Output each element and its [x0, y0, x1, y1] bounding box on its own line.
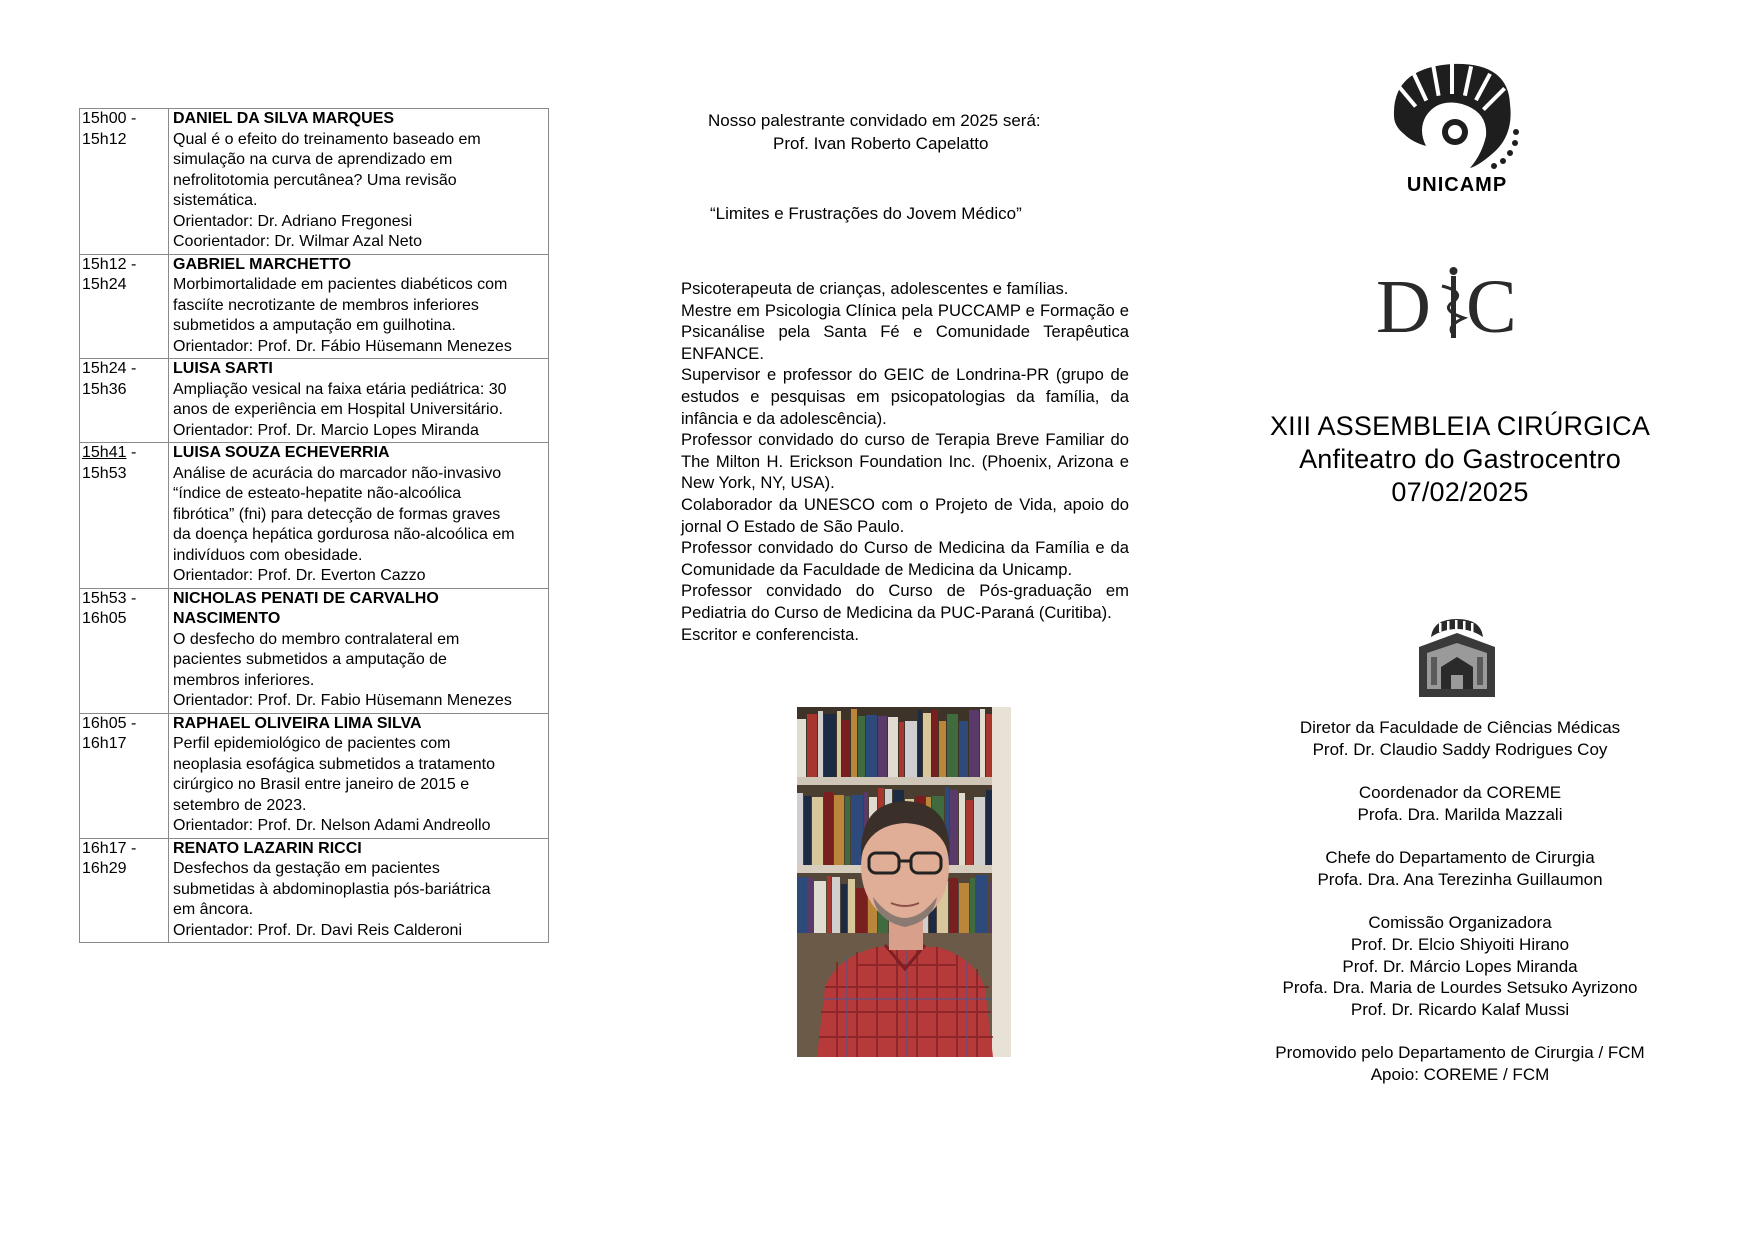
- presentation-details: [169, 109, 549, 255]
- presenter-name: GABRIEL MARCHETTO: [173, 255, 352, 273]
- presenter-name: RENATO LAZARIN RICCI: [173, 839, 362, 857]
- book-spine: [918, 710, 922, 777]
- book-spine: [807, 714, 817, 777]
- presentation-details: [169, 838, 549, 943]
- speaker-photo: [797, 707, 1011, 1057]
- presentation-text-line: fibrótica” (fni) para detecção de formas graves: [173, 505, 501, 523]
- time-slot: [80, 713, 169, 838]
- presentation-text-line: Perfil epidemiológico de pacientes com: [173, 735, 451, 752]
- schedule-row: [80, 838, 549, 943]
- schedule-row: [80, 109, 549, 255]
- unicamp-logo: [1382, 58, 1532, 196]
- time-end: 16h29: [82, 860, 127, 877]
- credit-role: Chefe do Departamento de Cirurgia: [1325, 848, 1595, 868]
- presentation-details: [169, 443, 549, 589]
- book-spine: [950, 790, 958, 865]
- time-start: 15h53 -: [82, 589, 137, 607]
- presentation-text-line: simulação na curva de aprendizado em: [173, 151, 453, 168]
- presentation-details: [169, 713, 549, 838]
- event-venue: Anfiteatro do Gastrocentro: [1299, 444, 1621, 474]
- book-spine: [976, 875, 988, 933]
- bio-item: Mestre em Psicologia Clínica pela PUCCAMP e Formação e Psicanálise pela Santa Fé e Comunidade Terapêutica ENFANCE.: [681, 300, 1129, 363]
- book-spine: [834, 795, 844, 865]
- presentation-text-line: anos de experiência em Hospital Universitário.: [173, 401, 503, 418]
- credit-person: Prof. Dr. Márcio Lopes Miranda: [1342, 956, 1578, 976]
- credit-person: Prof. Dr. Claudio Saddy Rodrigues Coy: [1312, 739, 1608, 759]
- schedule-body: [80, 109, 549, 943]
- credit-person: Apoio: COREME / FCM: [1370, 1065, 1550, 1085]
- bio-item: Professor convidado do curso de Terapia Breve Familiar do The Milton H. Erickson Foundation Inc. (Phoenix, Arizona e New York, NY, USA).: [681, 430, 1129, 493]
- credit-role: Promovido pelo Departamento de Cirurgia / FCM: [1275, 1043, 1645, 1063]
- presentation-text-line: da doença hepática gordurosa não-alcoólica em: [173, 526, 515, 543]
- schedule-row: [80, 443, 549, 589]
- credit-block: [1215, 1042, 1705, 1085]
- bio-item: Professor convidado do Curso de Medicina da Família e da Comunidade da Faculdade de Medicina da Unicamp.: [681, 538, 1129, 579]
- credit-person: Profa. Dra. Ana Terezinha Guillaumon: [1317, 869, 1603, 889]
- book-spine: [949, 878, 958, 933]
- schedule-table: [79, 108, 549, 943]
- time-end: 15h36: [82, 380, 127, 398]
- time-end: 16h05: [82, 610, 127, 627]
- dic-caduceus-logo-icon: [1376, 266, 1532, 340]
- book-spine: [959, 883, 969, 933]
- presentation-text-line: Coorientador: Dr. Wilmar Azal Neto: [173, 233, 422, 250]
- time-end: 15h53: [82, 464, 127, 482]
- book-spine: [866, 715, 877, 777]
- presenter-name: NASCIMENTO: [173, 610, 281, 627]
- presentation-text-line: nefrolitotomia percutânea? Uma revisão: [173, 171, 457, 189]
- presentation-details: [169, 254, 549, 359]
- book-spine: [842, 720, 850, 777]
- book-spine: [814, 881, 826, 933]
- unicamp-wordmark: UNICAMP: [1406, 174, 1508, 196]
- time-slot: [80, 588, 169, 713]
- credit-role: Comissão Organizadora: [1368, 913, 1552, 933]
- event-title: XIII ASSEMBLEIA CIRÚRGICA: [1269, 411, 1651, 441]
- presentation-text-line: fasciíte necrotizante de membros inferiores: [173, 296, 479, 314]
- bio-item: Supervisor e professor do GEIC de Londrina-PR (grupo de estudos e pesquisas em psicopatologias da família, da infância e da adolescência).: [681, 365, 1129, 428]
- presentation-text-line: setembro de 2023.: [173, 796, 307, 814]
- book-spine: [851, 709, 857, 777]
- book-spine: [797, 793, 803, 865]
- schedule-row: [80, 713, 549, 838]
- time-slot: [80, 838, 169, 943]
- credit-block: [1215, 782, 1705, 825]
- guest-speaker-name: Prof. Ivan Roberto Capelatto: [773, 134, 989, 153]
- presentation-text-line: indivíduos com obesidade.: [173, 546, 363, 564]
- book-spine: [969, 710, 979, 777]
- book-spine: [970, 878, 975, 933]
- book-spine: [974, 797, 985, 865]
- credit-block: [1215, 847, 1705, 890]
- credit-person: Profa. Dra. Marilda Mazzali: [1357, 804, 1563, 824]
- time-start: 16h17 -: [82, 839, 137, 857]
- credits: [1215, 717, 1705, 1108]
- talk-title: “Limites e Frustrações do Jovem Médico”: [710, 204, 1022, 223]
- presentation-text-line: Orientador: Prof. Dr. Fabio Hüsemann Menezes: [173, 692, 512, 709]
- presentation-text-line: Orientador: Prof. Dr. Nelson Adami Andreollo: [173, 817, 491, 834]
- book-spine: [856, 888, 867, 933]
- book-spine: [980, 709, 985, 777]
- bio-item: Psicoterapeuta de crianças, adolescentes e famílias.: [681, 279, 1069, 298]
- time-slot: [80, 109, 169, 255]
- fcm-logo: [1417, 617, 1497, 699]
- fcm-emblem-icon: [1417, 617, 1497, 699]
- credit-block: [1215, 912, 1705, 1021]
- book-spine: [899, 722, 904, 777]
- book-spine: [878, 716, 887, 777]
- book-spine: [888, 717, 898, 777]
- speaker-portrait-illustration: [797, 707, 1011, 1057]
- svg-text:C: C: [1466, 266, 1517, 340]
- book-spine: [959, 793, 965, 865]
- unicamp-emblem-icon: [1382, 58, 1532, 190]
- schedule-row: [80, 254, 549, 359]
- presentation-text-line: neoplasia esofágica submetidos a tratamento: [173, 755, 495, 773]
- schedule-row: [80, 588, 549, 713]
- presenter-name: NICHOLAS PENATI DE CARVALHO: [173, 589, 439, 607]
- time-start: 16h05 -: [82, 714, 137, 732]
- credit-role: Coordenador da COREME: [1358, 783, 1562, 803]
- presentation-details: [169, 359, 549, 443]
- time-start: [82, 443, 166, 464]
- book-spine: [824, 714, 836, 777]
- book-spine: [932, 710, 938, 777]
- book-spine: [905, 721, 917, 777]
- book-spine: [845, 796, 850, 865]
- presentation-text-line: Orientador: Dr. Adriano Fregonesi: [173, 212, 413, 230]
- presentation-text-line: Ampliação vesical na faixa etária pediátrica: 30: [173, 380, 507, 398]
- presentation-text-line: em âncora.: [173, 901, 254, 918]
- presenter-name: DANIEL DA SILVA MARQUES: [173, 110, 395, 127]
- presentation-text-line: pacientes submetidos a amputação de: [173, 651, 447, 668]
- book-spine: [832, 877, 840, 933]
- book-spine: [841, 884, 847, 933]
- book-spine: [923, 713, 931, 777]
- presentation-text-line: membros inferiores.: [173, 671, 315, 689]
- presentation-text-line: “índice de esteato-hepatite não-alcoólica: [173, 485, 462, 502]
- book-spine: [804, 796, 811, 865]
- presentation-text-line: cirúrgico no Brasil entre janeiro de 2015 e: [173, 776, 470, 793]
- time-end: 15h24: [82, 276, 127, 293]
- schedule-row: [80, 359, 549, 443]
- book-spine: [939, 721, 946, 777]
- time-start-dash: -: [126, 444, 137, 461]
- book-spine: [858, 716, 865, 777]
- presentation-text-line: Morbimortalidade em pacientes diabéticos com: [173, 276, 508, 293]
- presentation-text-line: Análise de acurácia do marcador não-invasivo: [173, 464, 502, 482]
- presentation-details: [169, 588, 549, 713]
- time-end: 16h17: [82, 735, 127, 752]
- book-spine: [966, 800, 973, 865]
- speaker-bio: [681, 278, 1129, 645]
- book-spine: [818, 711, 823, 777]
- presenter-name: RAPHAEL OLIVEIRA LIMA SILVA: [173, 714, 422, 732]
- svg-text:D: D: [1376, 266, 1433, 340]
- credit-role: Diretor da Faculdade de Ciências Médicas: [1299, 718, 1621, 737]
- book-spine: [959, 721, 968, 777]
- time-end: 15h12: [82, 130, 127, 148]
- presenter-name: LUISA SARTI: [173, 360, 273, 377]
- presenter-name: LUISA SOUZA ECHEVERRIA: [173, 444, 390, 461]
- book-spine: [797, 719, 806, 777]
- event-date: 07/02/2025: [1391, 477, 1529, 507]
- time-slot: [80, 254, 169, 359]
- book-spine: [824, 792, 833, 865]
- bio-item: Professor convidado do Curso de Pós-graduação em Pediatria do Curso de Medicina da PUC-Paraná (Curitiba).: [681, 581, 1129, 622]
- presentation-text-line: submetidos a amputação em guilhotina.: [173, 317, 456, 334]
- book-spine: [947, 714, 958, 777]
- book-spine: [808, 878, 813, 933]
- bio-item: Escritor e conferencista.: [681, 624, 859, 644]
- time-start: 15h00 -: [82, 110, 137, 127]
- credit-person: Prof. Dr. Elcio Shiyoiti Hirano: [1350, 934, 1570, 954]
- dic-logo: [1376, 266, 1532, 340]
- presentation-text-line: sistemática.: [173, 192, 258, 209]
- book-spine: [848, 879, 855, 933]
- guest-intro: Nosso palestrante convidado em 2025 será:: [708, 111, 1041, 130]
- presentation-text-line: Orientador: Prof. Dr. Everton Cazzo: [173, 567, 426, 584]
- presentation-text-line: Orientador: Prof. Dr. Davi Reis Calderoni: [173, 921, 462, 939]
- presentation-text-line: Orientador: Prof. Dr. Marcio Lopes Miranda: [173, 421, 479, 439]
- credit-person: Profa. Dra. Maria de Lourdes Setsuko Ayrizono: [1282, 978, 1638, 998]
- time-slot: [80, 359, 169, 443]
- book-spine: [827, 876, 831, 933]
- book-spine: [837, 711, 841, 777]
- time-slot: [80, 443, 169, 589]
- presentation-text-line: Orientador: Prof. Dr. Fábio Hüsemann Menezes: [173, 337, 512, 355]
- time-start: 15h24 -: [82, 360, 137, 377]
- presentation-text-line: Qual é o efeito do treinamento baseado em: [173, 130, 481, 148]
- book-spine: [797, 877, 807, 933]
- credit-block: [1215, 717, 1705, 760]
- bio-item: Colaborador da UNESCO com o Projeto de Vida, apoio do jornal O Estado de São Paulo.: [681, 494, 1129, 536]
- presentation-text-line: submetidas à abdominoplastia pós-bariátrica: [173, 880, 491, 898]
- presentation-text-line: Desfechos da gestação em pacientes: [173, 860, 440, 877]
- time-start-value: 15h41: [82, 444, 127, 461]
- credit-person: Prof. Dr. Ricardo Kalaf Mussi: [1350, 1000, 1570, 1020]
- book-spine: [812, 797, 823, 865]
- time-start: 15h12 -: [82, 255, 137, 273]
- presentation-text-line: O desfecho do membro contralateral em: [173, 630, 460, 648]
